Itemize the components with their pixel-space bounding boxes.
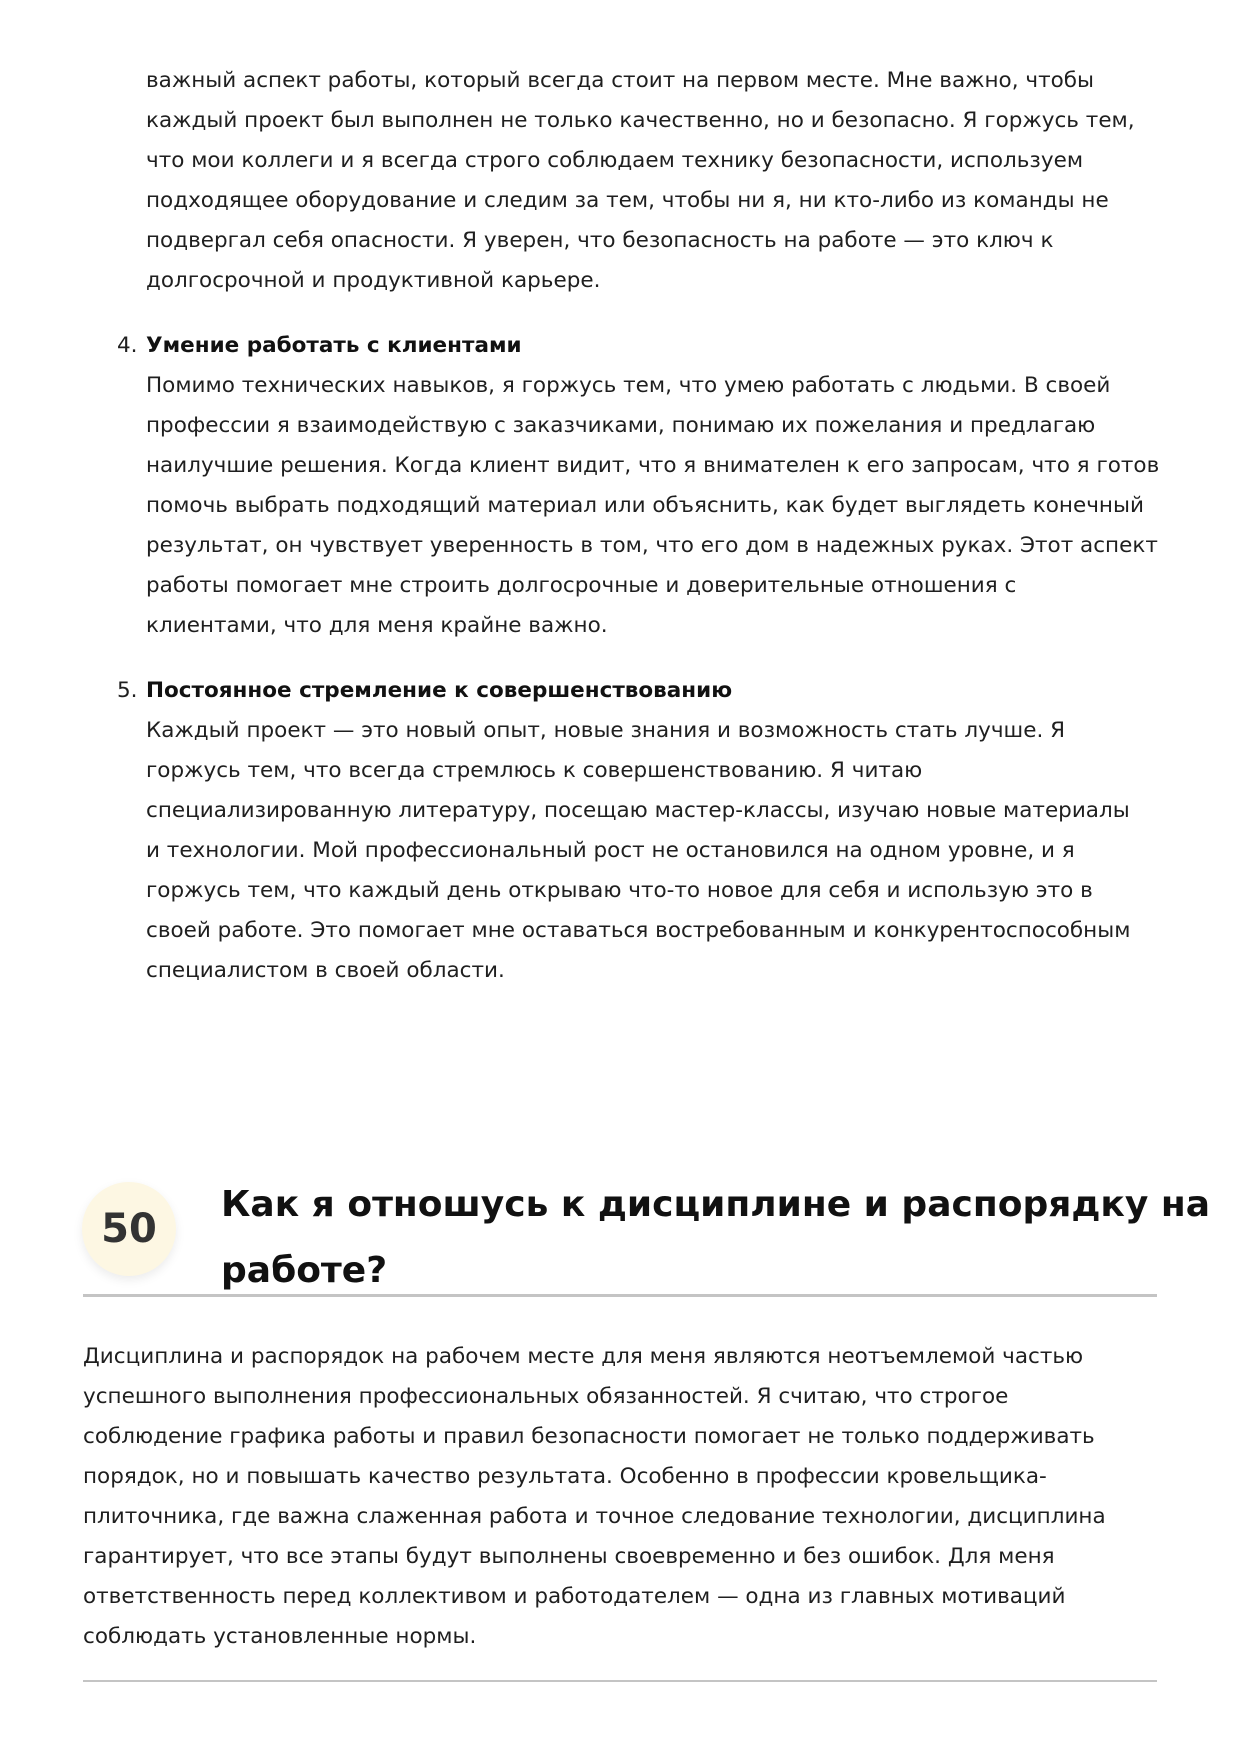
text-line: плиточника, где важна слаженная работа и точное следование технологии, дисциплина xyxy=(83,1504,1106,1529)
list-item-5 xyxy=(117,671,1131,991)
text-line: горжусь тем, что каждый день открываю что-то новое для себя и использую это в xyxy=(146,878,1093,903)
heading-line: Как я отношусь к дисциплине и распорядку на xyxy=(221,1184,1210,1225)
section-answer xyxy=(83,1337,1106,1657)
list-item-title: Умение работать с клиентами xyxy=(146,333,522,358)
text-line: Помимо технических навыков, я горжусь тем, что умею работать с людьми. В своей xyxy=(146,373,1111,398)
question-number-badge: 50 xyxy=(82,1182,176,1276)
text-line: что мои коллеги и я всегда строго соблюдаем технику безопасности, используем xyxy=(146,148,1084,173)
text-line: подходящее оборудование и следим за тем, чтобы ни я, ни кто-либо из команды не xyxy=(146,188,1109,213)
text-line: гарантирует, что все этапы будут выполнены своевременно и без ошибок. Для меня xyxy=(83,1544,1055,1569)
list-number: 5. xyxy=(117,678,138,703)
text-line: результат, он чувствует уверенность в том, что его дом в надежных руках. Этот аспект xyxy=(146,533,1158,558)
text-line: соблюдение графика работы и правил безопасности помогает не только поддерживать xyxy=(83,1424,1095,1449)
text-line: Каждый проект — это новый опыт, новые знания и возможность стать лучше. Я xyxy=(146,718,1066,743)
text-line: успешного выполнения профессиональных обязанностей. Я считаю, что строгое xyxy=(83,1384,1009,1409)
text-line: порядок, но и повышать качество результата. Особенно в профессии кровельщика- xyxy=(83,1464,1047,1489)
text-line: своей работе. Это помогает мне оставаться востребованным и конкурентоспособным xyxy=(146,918,1131,943)
list-number: 4. xyxy=(117,333,138,358)
text-line: и технологии. Мой профессиональный рост не остановился на одном уровне, и я xyxy=(146,838,1075,863)
text-line: клиентами, что для меня крайне важно. xyxy=(146,613,608,638)
divider xyxy=(83,1294,1157,1297)
divider xyxy=(83,1680,1157,1682)
section-heading xyxy=(221,1172,1210,1304)
text-line: каждый проект был выполнен не только качественно, но и безопасно. Я горжусь тем, xyxy=(146,108,1135,133)
text-line: ответственность перед коллективом и работодателем — одна из главных мотиваций xyxy=(83,1584,1066,1609)
text-line: профессии я взаимодействую с заказчиками, понимаю их пожелания и предлагаю xyxy=(146,413,1096,438)
text-line: подвергал себя опасности. Я уверен, что безопасность на работе — это ключ к xyxy=(146,228,1054,253)
text-line: важный аспект работы, который всегда стоит на первом месте. Мне важно, чтобы xyxy=(146,68,1094,93)
text-line: специалистом в своей области. xyxy=(146,958,505,983)
text-line: работы помогает мне строить долгосрочные и доверительные отношения с xyxy=(146,573,1017,598)
text-line: горжусь тем, что всегда стремлюсь к совершенствованию. Я читаю xyxy=(146,758,923,783)
list-item-title: Постоянное стремление к совершенствованию xyxy=(146,678,733,703)
text-line: наилучшие решения. Когда клиент видит, что я внимателен к его запросам, что я готов xyxy=(146,453,1160,478)
text-line: Дисциплина и распорядок на рабочем месте для меня являются неотъемлемой частью xyxy=(83,1344,1084,1369)
text-line: соблюдать установленные нормы. xyxy=(83,1624,477,1649)
text-line: помочь выбрать подходящий материал или объяснить, как будет выглядеть конечный xyxy=(146,493,1144,518)
text-line: специализированную литературу, посещаю мастер-классы, изучаю новые материалы xyxy=(146,798,1130,823)
text-line: долгосрочной и продуктивной карьере. xyxy=(146,268,601,293)
heading-line: работе? xyxy=(221,1250,388,1291)
list-item-4 xyxy=(117,326,1160,646)
item-3-continuation xyxy=(146,61,1135,301)
